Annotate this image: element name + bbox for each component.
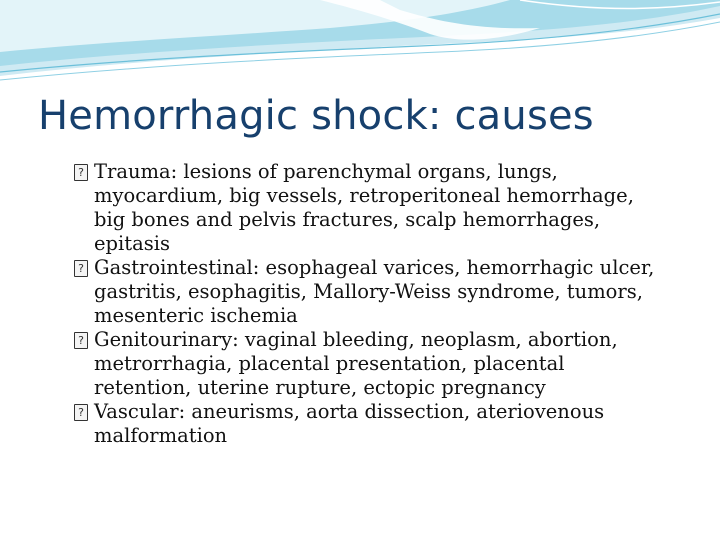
bullet-list bbox=[74, 160, 714, 448]
unknown-glyph-icon: ? bbox=[74, 260, 88, 277]
unknown-glyph-icon: ? bbox=[74, 404, 88, 421]
bullet-line: gastritis, esophagitis, Mallory-Weiss syndrome, tumors, bbox=[94, 280, 643, 303]
bullet-item bbox=[74, 328, 714, 400]
slide-title: Hemorrhagic shock: causes bbox=[38, 93, 594, 139]
bullet-line: Vascular: aneurisms, aorta dissection, ateriovenous bbox=[94, 400, 605, 423]
bullet-line: metrorrhagia, placental presentation, placental bbox=[94, 352, 565, 375]
bullet-line: malformation bbox=[94, 424, 228, 447]
header-wave-decoration bbox=[0, 0, 720, 90]
bullet-line: Gastrointestinal: esophageal varices, hemorrhagic ulcer, bbox=[94, 256, 655, 279]
bullet-line: retention, uterine rupture, ectopic pregnancy bbox=[94, 376, 546, 399]
bullet-item bbox=[74, 160, 714, 256]
bullet-line: Trauma: lesions of parenchymal organs, lungs, bbox=[94, 160, 558, 183]
bullet-line: mesenteric ischemia bbox=[94, 304, 298, 327]
bullet-item bbox=[74, 400, 714, 448]
bullet-line: epitasis bbox=[94, 232, 170, 255]
bullet-line: myocardium, big vessels, retroperitoneal hemorrhage, bbox=[94, 184, 634, 207]
bullet-line: big bones and pelvis fractures, scalp hemorrhages, bbox=[94, 208, 601, 231]
unknown-glyph-icon: ? bbox=[74, 332, 88, 349]
bullet-line: Genitourinary: vaginal bleeding, neoplasm, abortion, bbox=[94, 328, 618, 351]
unknown-glyph-icon: ? bbox=[74, 164, 88, 181]
bullet-item bbox=[74, 256, 714, 328]
